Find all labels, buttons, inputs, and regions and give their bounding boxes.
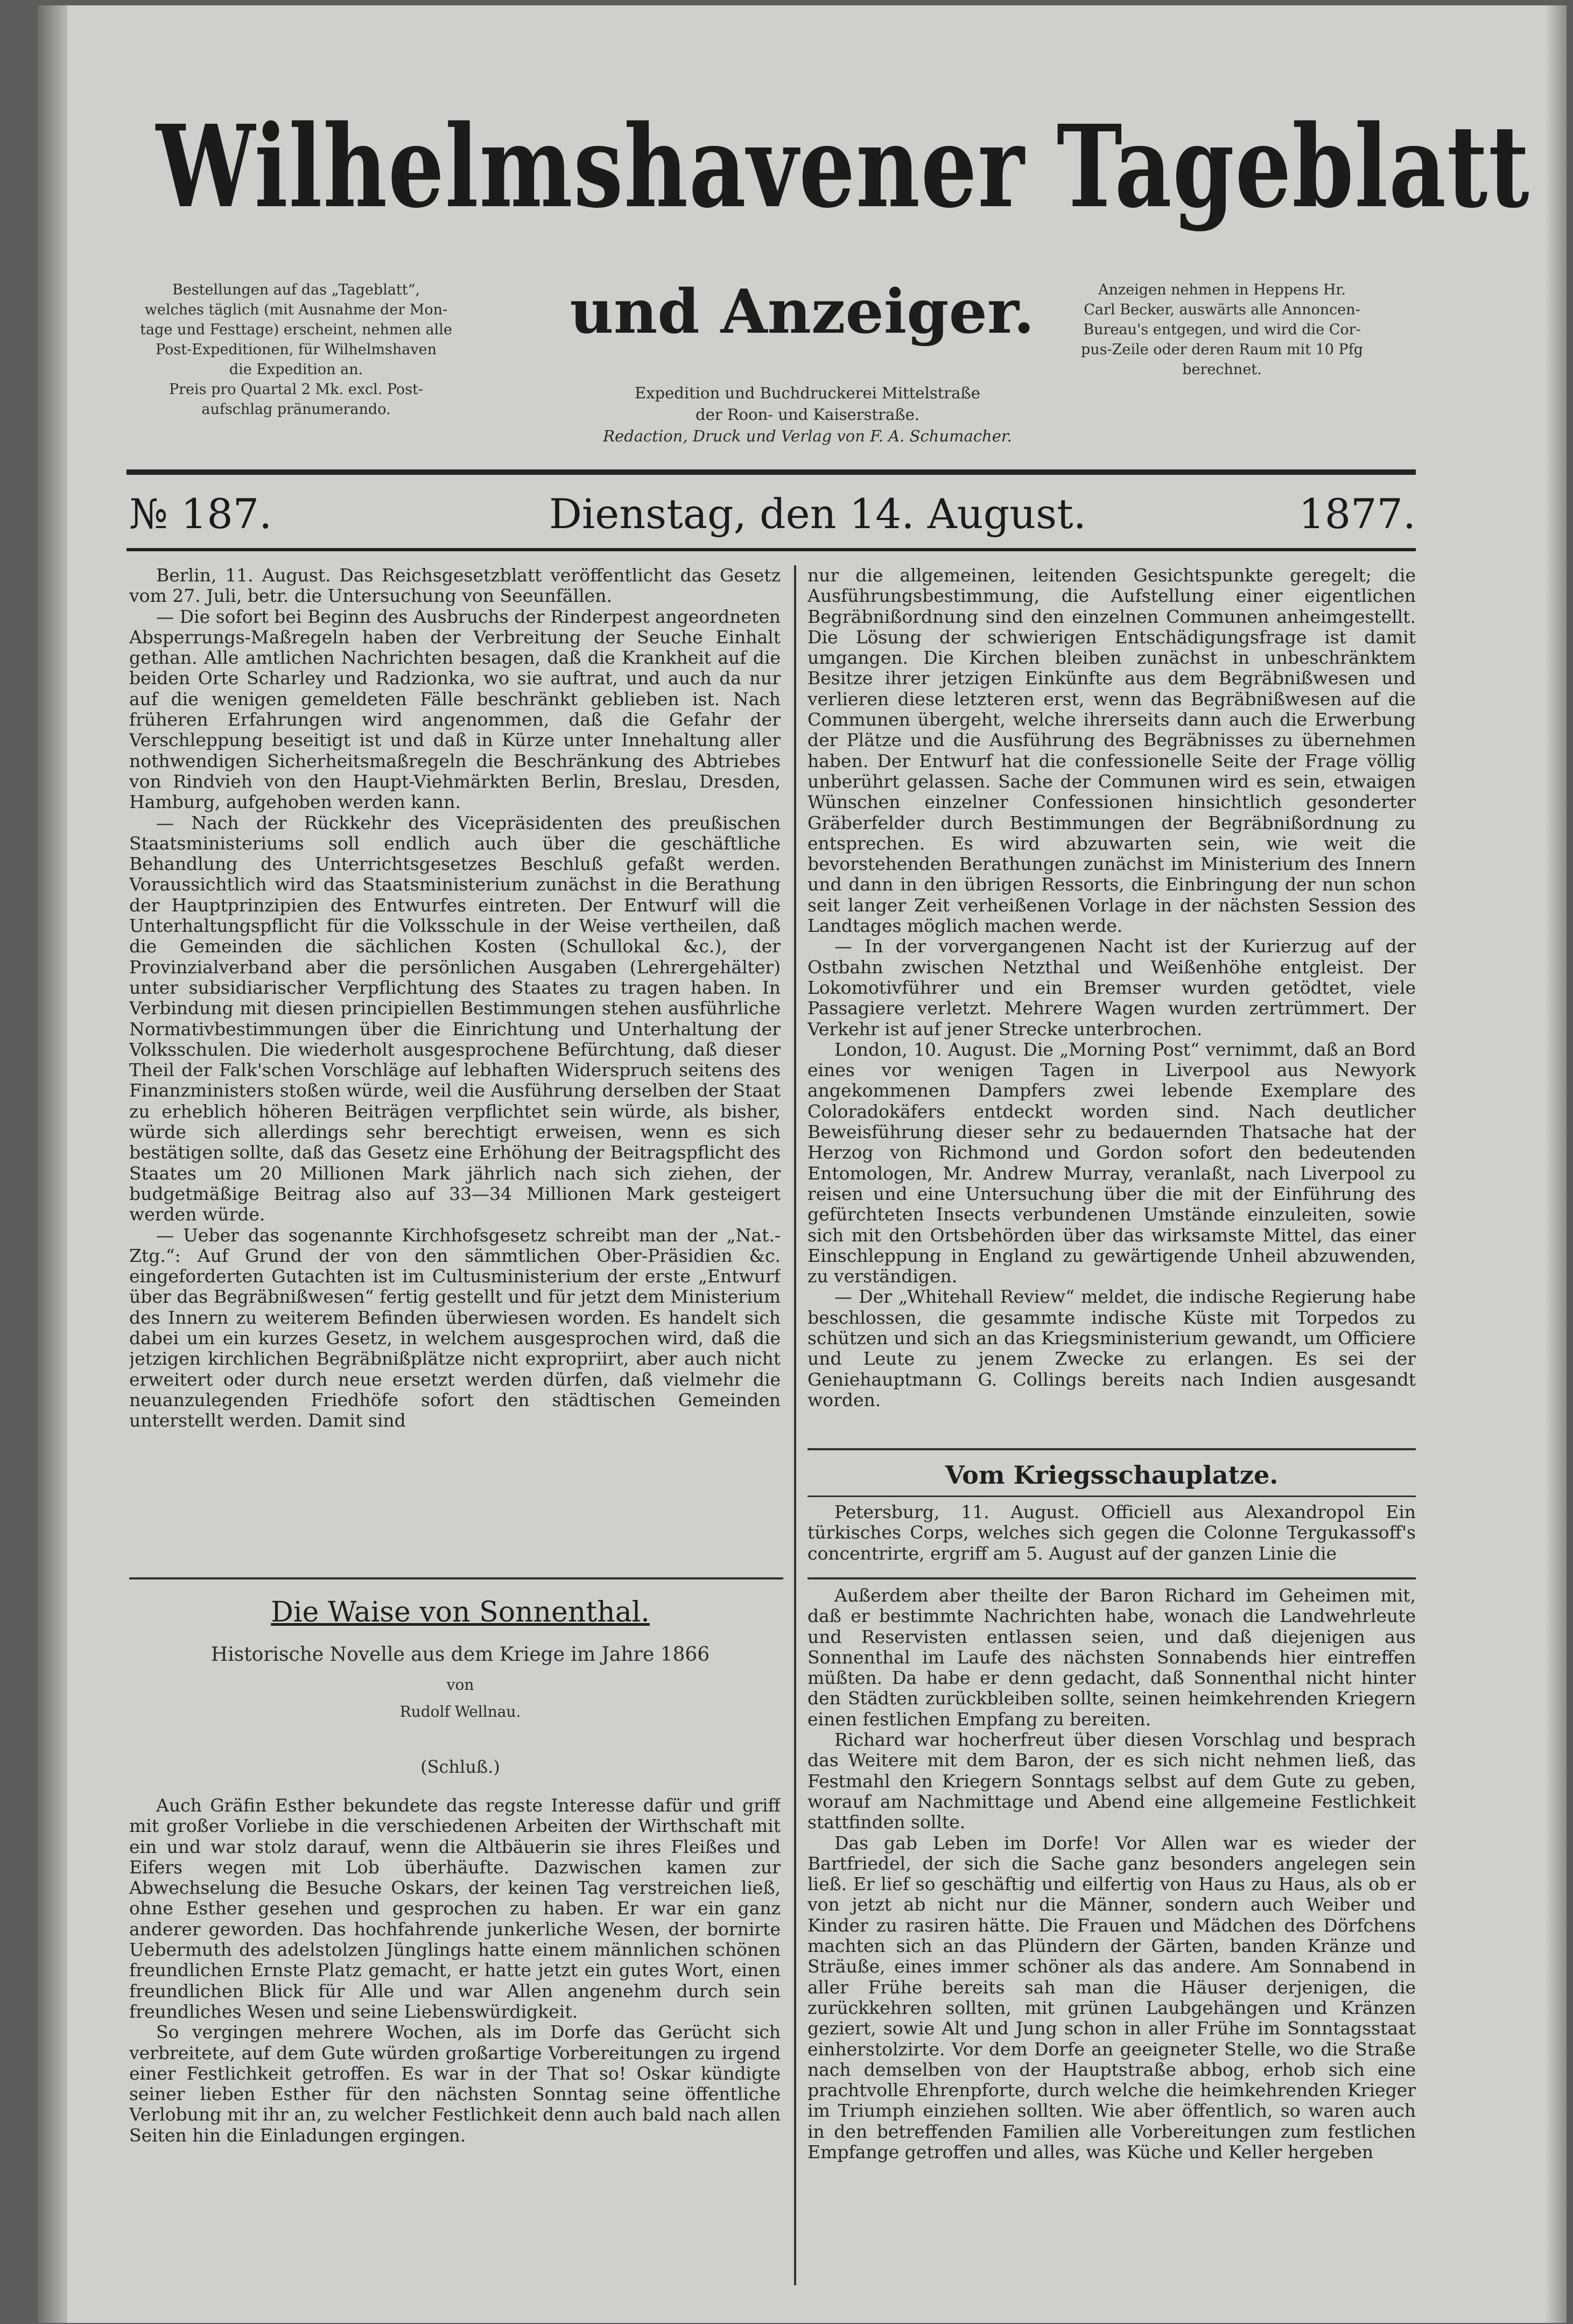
subscription-info <box>118 280 474 419</box>
news-column-left <box>129 565 781 1567</box>
book-spine-shadow <box>38 5 67 2323</box>
news-paragraph: — In der vorvergangenen Nacht ist der Kurierzug auf der Ostbahn zwischen Netzthal und Weißenhöhe entgleist. Der Lokomotivführer und ein Bremser wurden getödtet, viele Passagiere verletzt. Mehrere Wagen wurden zertrümmert. Der Verkehr ist auf jener Strecke unterbrochen. <box>807 936 1416 1040</box>
section-divider <box>807 1495 1416 1497</box>
novel-note: (Schluß.) <box>420 1757 500 1777</box>
masthead-title: Wilhelmshavener Tageblatt <box>156 100 1530 233</box>
issue-date: Dienstag, den 14. August. <box>549 490 1086 538</box>
subscription-line: Bestellungen auf das „Tageblatt“, <box>172 282 420 298</box>
advertising-line: Carl Becker, auswärts alle Annoncen- <box>1084 301 1360 318</box>
novel-title: Die Waise von Sonnenthal. <box>271 1596 650 1628</box>
subscription-line: Preis pro Quartal 2 Mk. excl. Post- <box>168 381 424 398</box>
publisher-line: Redaction, Druck und Verlag von F. A. Schumacher. <box>603 427 1012 445</box>
war-heading: Vom Kriegsschauplatze. <box>945 1461 1279 1490</box>
page-edge-shadow <box>1545 5 1567 2323</box>
publisher-info <box>565 382 1050 447</box>
novel-paragraph: Außerdem aber theilte der Baron Richard im Geheimen mit, daß er bestimmte Nachrichten habe, wonach die Landwehrleute und Reservisten entlassen seien, und daß diejenigen aus Sonnenthal im Laufe des nächsten Sonnabends hier eintreffen müßten. Da habe er denn gedacht, daß Sonnenthal nicht hinter den Städten zurückbleiben sollte, seinen heimkehrenden Kriegern einen festlichen Empfang zu bereiten. <box>807 1585 1416 1730</box>
news-paragraph: London, 10. August. Die „Morning Post“ vernimmt, daß an Bord eines vor wenigen Tagen in Liverpool aus Newyork angekommenen Dampfers zwei lebende Exemplare des Coloradokäfers entdeckt worden sind. Nach deutlicher Beweisführung dieser sehr zu bedauernden Thatsache hat der Herzog von Richmond und Gordon sofort den bedeutenden Entomologen, Mr. Andrew Murray, veranlaßt, nach Liverpool zu reisen und eine Untersuchung über die mit der Einführung des gefürchteten Insects verbundenen Umstände einzuleiten, sowie sich mit den Ortsbehörden über das wirksamste Mittel, das einer Einschleppung in England zu gewärtigende Unheil abzuwenden, zu verständigen. <box>807 1038 1416 1287</box>
issue-year: 1877. <box>1298 490 1416 538</box>
subscription-line: welches täglich (mit Ausnahme der Mon- <box>144 301 448 318</box>
news-paragraph: — Der „Whitehall Review“ meldet, die indische Regierung habe beschlossen, die gesammte indische Küste mit Torpedos zu schützen und sich an das Kriegsministerium gewandt, um Officiere und Leute zu jenem Zwecke zu erlangen. Es sei der Geniehauptmann G. Collings bereits nach Indien ausgesandt worden. <box>807 1286 1416 1410</box>
newspaper-page <box>38 5 1567 2323</box>
publisher-line: der Roon- und Kaiserstraße. <box>696 405 919 424</box>
dateline <box>129 485 1416 544</box>
advertising-line: berechnet. <box>1182 361 1262 378</box>
publisher-line: Expedition und Buchdruckerei Mittelstraße <box>635 384 980 402</box>
advertising-line: Anzeigen nehmen in Heppens Hr. <box>1098 282 1346 298</box>
news-paragraph: — Die sofort bei Beginn des Ausbruchs der Rinderpest angeordneten Absperrungs-Maßregeln haben der Verbreitung der Seuche Einhalt gethan. Alle amtlichen Nachrichten besagen, daß die Krankheit auf die beiden Orte Scharley und Radzionka, wo sie auftrat, und auch da nur auf die wenigen gemeldeten Fälle beschränkt geblieben ist. Nach früheren Erfahrungen wird angenommen, daß die Gefahr der Verschleppung beseitigt ist und daß in Kürze unter Innehaltung aller nothwendigen Sicherheitsmaßregeln die Beschränkung des Abtriebes von Rindvieh von den Haupt-Viehmärkten Berlin, Breslau, Dresden, Hamburg, aufgehoben werden kann. <box>129 606 781 813</box>
news-paragraph: nur die allgemeinen, leitenden Gesichtspunkte geregelt; die Ausführungsbestimmung, die Aufstellung einer eigentlichen Begräbnißordnung sind den einzelnen Communen anheimgestellt. Die Lösung der schwierigen Entschädigungsfrage ist damit umgangen. Die Kirchen bleiben zunächst in unbeschränktem Besitze ihrer jetzigen Einkünfte aus dem Begräbnißwesen und verlieren diese letzteren erst, wenn das Begräbnißwesen auf die Communen übergeht, welche ihrerseits dann auch die Erwerbung der Plätze und die Ausführung des Begräbnisses zu übernehmen haben. Der Entwurf hat die confessionelle Seite der Frage völlig unberührt gelassen. Sache der Communen wird es sein, etwaigen Wünschen einzelner Confessionen hinsichtlich gesonderter Gräberfelder durch Bestimmungen der Begräbnißordnung zu entsprechen. Es wird abzuwarten sein, wie weit die bevorstehenden Berathungen zunächst im Ministerium des Innern und dann in den übrigen Ressorts, die Einbringung der nun schon seit langer Zeit verheißenen Vorlage in der nächsten Session des Landtages möglich machen werde. <box>807 565 1416 937</box>
novel-column-left <box>129 1795 781 2301</box>
masthead-rule-top <box>127 469 1416 475</box>
section-divider <box>129 1577 783 1579</box>
advertising-info <box>1044 280 1400 380</box>
novel-paragraph: Richard war hocherfreut über diesen Vorschlag und besprach das Weitere mit dem Baron, der es sich nicht nehmen ließ, das Festmahl den Kriegern Sonntags selbst auf dem Gute zu geben, worauf am Nachmittage und Abend eine allgemeine Festlichkeit stattfinden sollte. <box>807 1729 1416 1833</box>
war-paragraph: Petersburg, 11. August. Officiell aus Alexandropol Ein türkisches Corps, welches sich gegen die Colonne Tergukassoff's concentrirte, ergriff am 5. August auf der ganzen Linie die <box>807 1502 1416 1564</box>
subscription-line: tage und Festtage) erscheint, nehmen alle <box>140 321 452 338</box>
novel-subtitle: Historische Novelle aus dem Kriege im Jahre 1866 <box>210 1644 710 1666</box>
advertising-line: Bureau's entgegen, und wird die Cor- <box>1083 321 1361 338</box>
news-paragraph: Berlin, 11. August. Das Reichsgesetzblatt veröffentlicht das Gesetz vom 27. Juli, betr. die Untersuchung von Seeunfällen. <box>129 565 781 607</box>
news-column-right <box>807 565 1416 1440</box>
novel-paragraph: Das gab Leben im Dorfe! Vor Allen war es wieder der Bartfriedel, der sich die Sache ganz besonders angelegen sein ließ. Er lief so geschäftig und eilfertig von Haus zu Haus, als ob er von jetzt ab nicht nur die Männer, sondern auch Weiber und Kinder zu rasiren hätte. Die Frauen und Mädchen des Dörfchens machten sich an das Plündern der Gärten, banden Kränze und Sträuße, eines immer schöner als das andere. Am Sonnabend in aller Frühe bereits sah man die Häuser derjenigen, die zurückkehren sollten, mit grünen Laubgehängen und Kränzen geziert, sowie Alt und Jung schon in aller Frühe im Sonntagsstaat einherstolzirte. Vor dem Dorfe an geeigneter Stelle, wo die Straße nach demselben von der Hauptstraße abbog, erhob sich eine prachtvolle Ehrenpforte, durch welche die heimkehrenden Krieger im Triumph einziehen sollten. Wie aber öffentlich, so waren auch in den betreffenden Familien alle Vorbereitungen zum festlichen Empfange getroffen und alles, was Küche und Keller hergeben <box>807 1832 1416 2163</box>
issue-number: № 187. <box>129 490 272 538</box>
section-divider <box>807 1448 1416 1450</box>
masthead-subtitle: und Anzeiger. <box>570 277 1035 347</box>
column-divider <box>794 565 796 2285</box>
novel-paragraph: So vergingen mehrere Wochen, als im Dorfe das Gerücht sich verbreitete, auf dem Gute würden großartige Vorbereitungen zu irgend einer Festlichkeit getroffen. Es war in der That so! Oskar kündigte seiner lieben Esther für den nächsten Sonntag seine öffentliche Verlobung mit ihr an, zu welcher Festlichkeit denn auch bald nach allen Seiten hin die Einladungen ergingen. <box>129 2021 781 2146</box>
subscription-line: aufschlag pränumerando. <box>201 401 391 418</box>
news-paragraph: — Nach der Rückkehr des Vicepräsidenten des preußischen Staatsministeriums soll endlich auch über die geschäftliche Behandlung des Unterrichtsgesetzes Beschluß gefaßt werden. Voraussichtlich wird das Staatsministerium zunächst in die Berathung der Hauptprinzipien des Entwurfes eintreten. Der Entwurf will die Unterhaltungspflicht für die Volksschule in der Weise vertheilen, daß die Gemeinden die sächlichen Kosten (Schullokal &c.), der Provinzialverband aber die persönlichen Ausgaben (Lehrergehälter) unter subsidiarischer Verpflichtung des Staates zu tragen haben. In Verbindung mit diesen principiellen Bestimmungen stehen ausführliche Normativbestimmungen über die Einrichtung und Unterhaltung der Volksschulen. Die wiederholt ausgesprochene Befürchtung, daß dieser Theil der Falk'schen Vorschläge auf lebhaften Widerspruch seitens des Finanzministers stoßen würde, weil die Ausführung derselben der Staat zu erheblich höheren Beiträgen verpflichtet sein würde, als bisher, würde sich allerdings sehr berechtigt erweisen, wenn es sich bestätigen sollte, daß das Gesetz eine Erhöhung der Beitragspflicht des Staates um 20 Millionen Mark jährlich nach sich ziehen, der budgetmäßige Beitrag also auf 33—34 Millionen Mark gesteigert werden würde. <box>129 812 781 1225</box>
novel-by: von <box>446 1676 474 1694</box>
news-paragraph: — Ueber das sogenannte Kirchhofsgesetz schreibt man der „Nat.-Ztg.“: Auf Grund der von den sämmtlichen Ober-Präsidien &c. eingeforderten Gutachten ist im Cultusministerium der erste „Entwurf über das Begräbnißwesen“ fertig gestellt und für jetzt dem Ministerium des Innern zu weiterem Befinden überwiesen worden. Es handelt sich dabei um ein kurzes Gesetz, in welchem ausgesprochen wird, daß die jetzigen kirchlichen Begräbnißplätze nicht expropriirt, aber auch nicht erweitert oder durch neue ersetzt werden dürfen, daß vielmehr die neuanzulegenden Friedhöfe sofort den städtischen Gemeinden unterstellt werden. Damit sind <box>129 1224 781 1431</box>
advertising-line: pus-Zeile oder deren Raum mit 10 Pfg <box>1080 341 1364 358</box>
novel-paragraph: Auch Gräfin Esther bekundete das regste Interesse dafür und griff mit großer Vorliebe in die verschiedenen Arbeiten der Wirthschaft mit ein und war stolz darauf, wenn die Altbäuerin sie ihres Fleißes und Eifers wegen mit Lob überhäufte. Dazwischen kamen zur Abwechselung die Besuche Oskars, der keinen Tag verstreichen ließ, ohne Esther gesehen und gesprochen zu haben. Er war ein ganz anderer geworden. Das hochfahrende junkerliche Wesen, der bornirte Uebermuth des adelstolzen Jünglings hatte einem männlichen schönen freundlichen Ernste Platz gemacht, er hatte jetzt ein gutes Wort, einen freundlichen Blick für Alle und war Allen angenehm durch sein freundliches Wesen und seine Liebenswürdigkeit. <box>129 1795 781 2022</box>
subscription-line: Post-Expeditionen, für Wilhelmshaven <box>156 341 437 358</box>
subscription-line: die Expedition an. <box>229 361 363 378</box>
section-divider <box>807 1577 1416 1579</box>
war-report <box>807 1502 1416 1564</box>
masthead-rule-bottom <box>127 548 1416 551</box>
novel-author: Rudolf Wellnau. <box>399 1703 521 1721</box>
novel-column-right <box>807 1585 1416 2301</box>
